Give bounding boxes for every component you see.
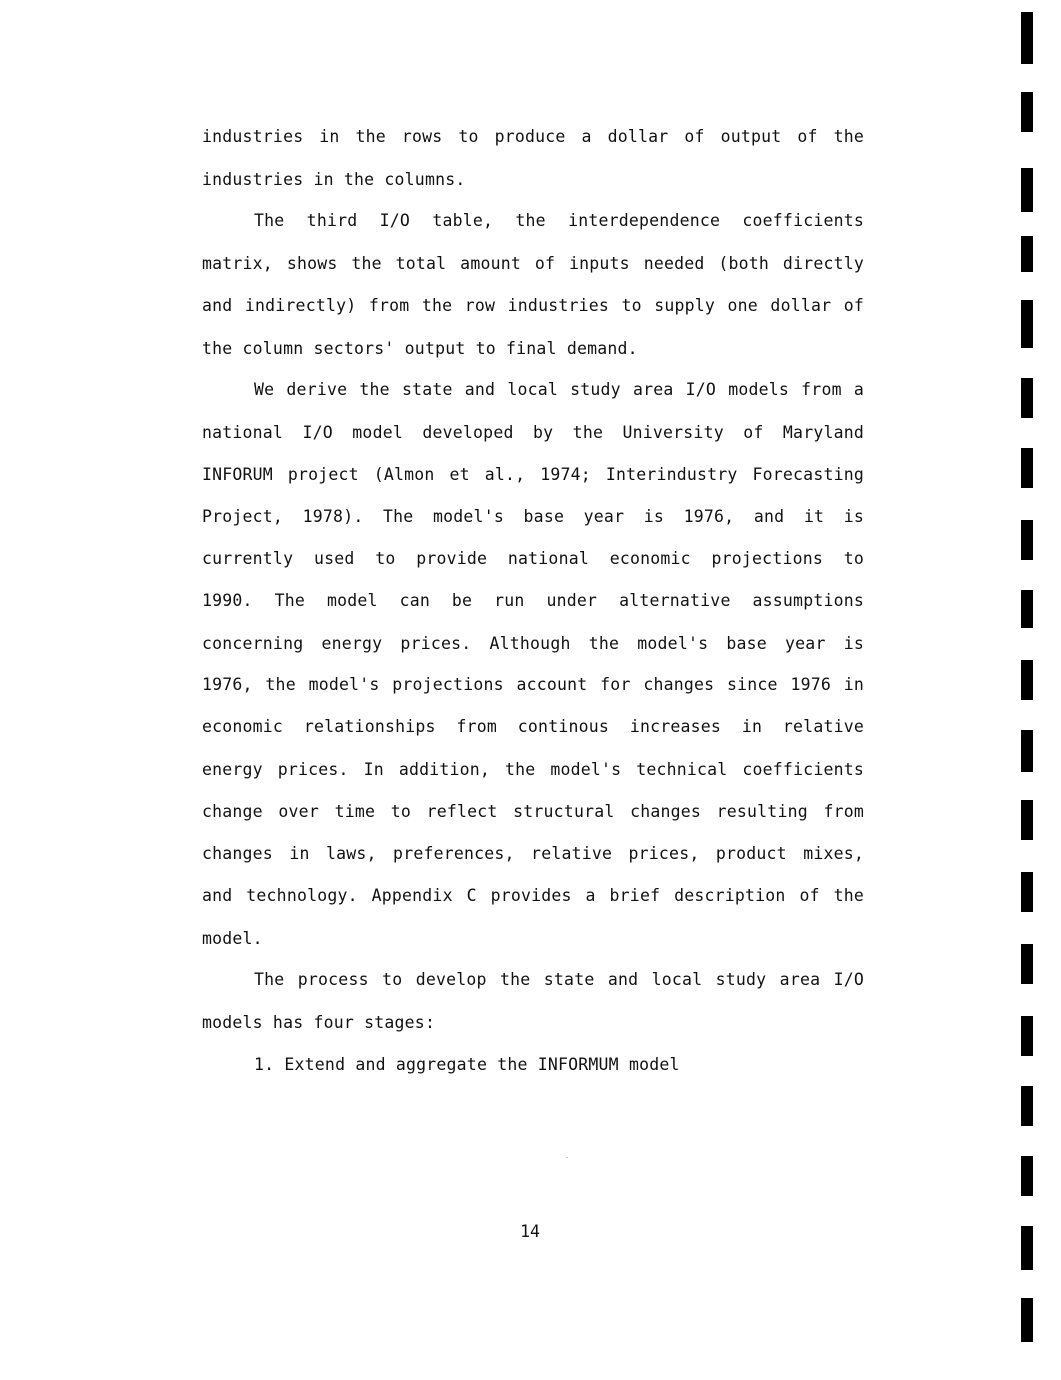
edge-mark xyxy=(1021,448,1033,488)
edge-mark xyxy=(1021,12,1033,64)
edge-mark xyxy=(1021,520,1033,560)
text-line-21: The process to develop the state and local study area I/O xyxy=(254,970,864,989)
edge-mark xyxy=(1021,300,1033,348)
edge-mark xyxy=(1021,944,1033,984)
text-line-13: concerning energy prices. Although the model's base year is xyxy=(202,634,864,653)
edge-mark xyxy=(1021,730,1033,772)
text-line-9: INFORUM project (Almon et al., 1974; Interindustry Forecasting xyxy=(202,465,864,484)
edge-mark xyxy=(1021,378,1033,418)
edge-mark xyxy=(1021,1156,1033,1196)
text-line-1: industries in the rows to produce a dollar of output of the xyxy=(202,127,864,146)
text-line-10: Project, 1978). The model's base year is 1976, and it is xyxy=(202,507,864,526)
text-line-8: national I/O model developed by the University of Maryland xyxy=(202,423,864,442)
edge-mark xyxy=(1021,92,1033,132)
binding-edge-marks xyxy=(1021,0,1061,1380)
page-number: 14 xyxy=(520,1222,540,1241)
text-line-15: economic relationships from continous increases in relative xyxy=(202,717,864,736)
edge-mark xyxy=(1021,1016,1033,1056)
text-line-19: and technology. Appendix C provides a brief description of the xyxy=(202,886,864,905)
text-line-18: changes in laws, preferences, relative prices, product mixes, xyxy=(202,844,864,863)
edge-mark xyxy=(1021,1298,1033,1342)
text-line-2: industries in the columns. xyxy=(202,170,466,189)
edge-mark xyxy=(1021,1086,1033,1126)
text-line-20: model. xyxy=(202,929,263,948)
text-line-17: change over time to reflect structural changes resulting from xyxy=(202,802,864,821)
edge-mark xyxy=(1021,872,1033,912)
edge-mark xyxy=(1021,168,1033,212)
text-line-22: models has four stages: xyxy=(202,1013,436,1032)
text-line-14: 1976, the model's projections account for changes since 1976 in xyxy=(202,675,864,694)
edge-mark xyxy=(1021,800,1033,840)
text-line-11: currently used to provide national economic projections to xyxy=(202,549,864,568)
edge-mark xyxy=(1021,1226,1033,1270)
text-line-7: We derive the state and local study area I/O models from a xyxy=(254,380,864,399)
edge-mark xyxy=(1021,590,1033,628)
text-line-12: 1990. The model can be run under alternative assumptions xyxy=(202,591,864,610)
text-line-3: The third I/O table, the interdependence coefficients xyxy=(254,211,864,230)
text-line-4: matrix, shows the total amount of inputs needed (both directly xyxy=(202,254,864,273)
text-line-6: the column sectors' output to final demand. xyxy=(202,339,638,358)
edge-mark xyxy=(1021,236,1033,272)
scan-speck xyxy=(566,1157,568,1158)
edge-mark xyxy=(1021,660,1033,700)
text-line-5: and indirectly) from the row industries to supply one dollar of xyxy=(202,296,864,315)
text-line-16: energy prices. In addition, the model's technical coefficients xyxy=(202,760,864,779)
list-item-1: 1. Extend and aggregate the INFORMUM model xyxy=(254,1055,680,1074)
